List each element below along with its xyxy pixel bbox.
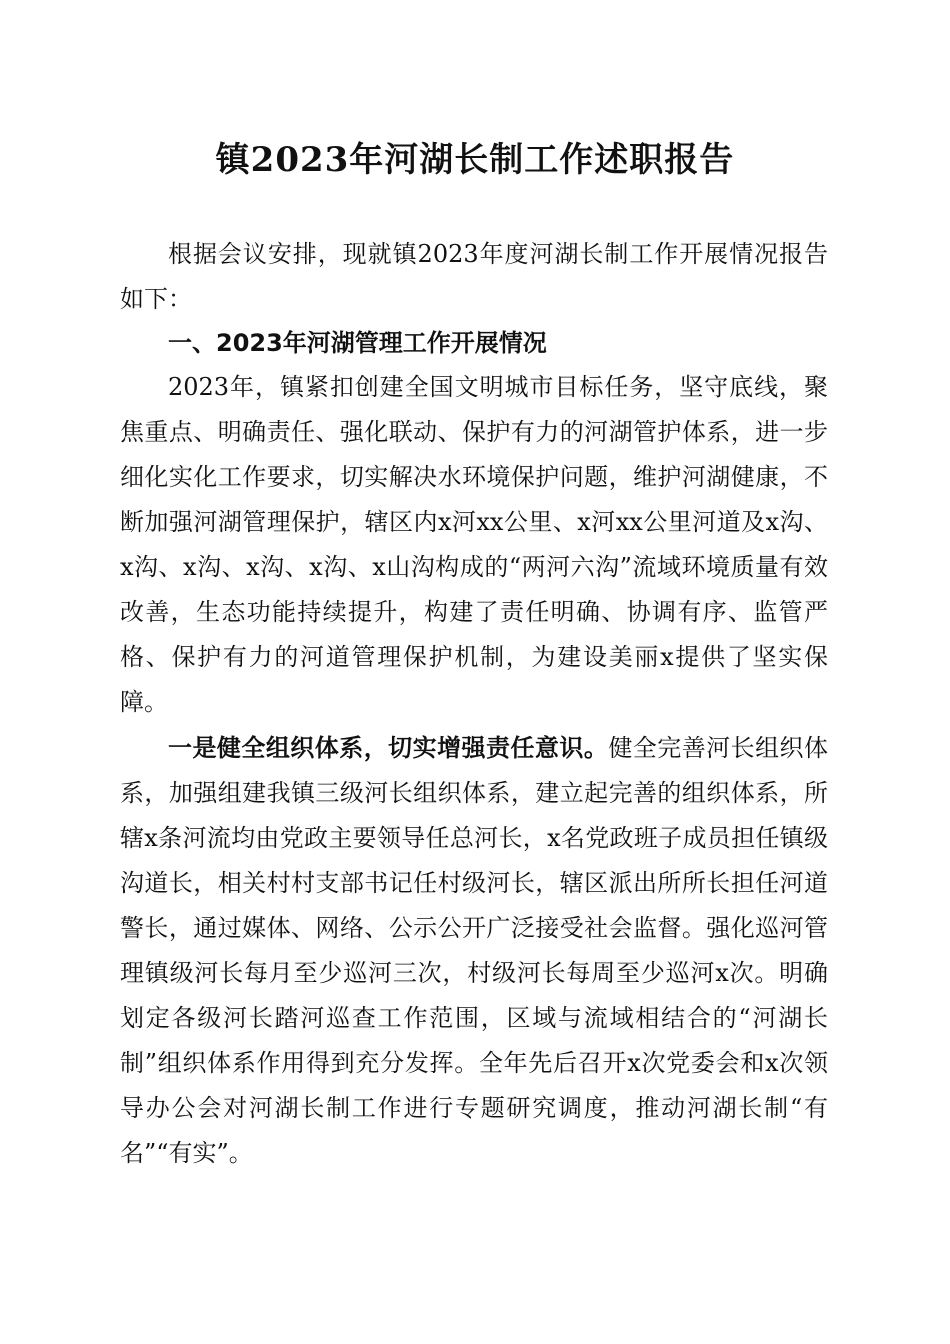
document-title: 镇2023年河湖长制工作述职报告 [215,140,735,180]
section-heading: 一、2023年河湖管理工作开展情况 [168,329,547,357]
point-lead: 一是健全组织体系，切实增强责任意识。 [168,733,609,762]
point-paragraph [120,725,828,1176]
intro-paragraph: 根据会议安排，现就镇2023年度河湖长制工作开展情况报告如下： [120,240,828,313]
section-paragraph: 2023年，镇紧扣创建全国文明城市目标任务，坚守底线，聚焦重点、明确责任、强化联动、保护有力的河湖管护体系，进一步细化实化工作要求，切实解决水环境保护问题，维护河湖健康，不断加强河湖管理保护，辖区内x河xx公里、x河xx公里河道及x沟、x沟、x沟、x沟、x沟、x山沟构成的“两河六沟”流域环境质量有效改善，生态功能持续提升，构建了责任明确、协调有序、监管严格、保护有力的河道管理保护机制，为建设美丽x提供了坚实保障。 [120,373,828,716]
point-body: 健全完善河长组织体系，加强组建我镇三级河长组织体系，建立起完善的组织体系，所辖x条河流均由党政主要领导任总河长，x名党政班子成员担任镇级沟道长，相关村村支部书记任村级河长，辖区派出所所长担任河道警长，通过媒体、网络、公示公开广泛接受社会监督。强化巡河管理镇级河长每月至少巡河三次，村级河长每周至少巡河x次。明确划定各级河长踏河巡查工作范围，区域与流域相结合的“河湖长制”组织体系作用得到充分发挥。全年先后召开x次党委会和x次领导办公会对河湖长制工作进行专题研究调度，推动河湖长制“有名”“有实”。 [120,734,829,1167]
